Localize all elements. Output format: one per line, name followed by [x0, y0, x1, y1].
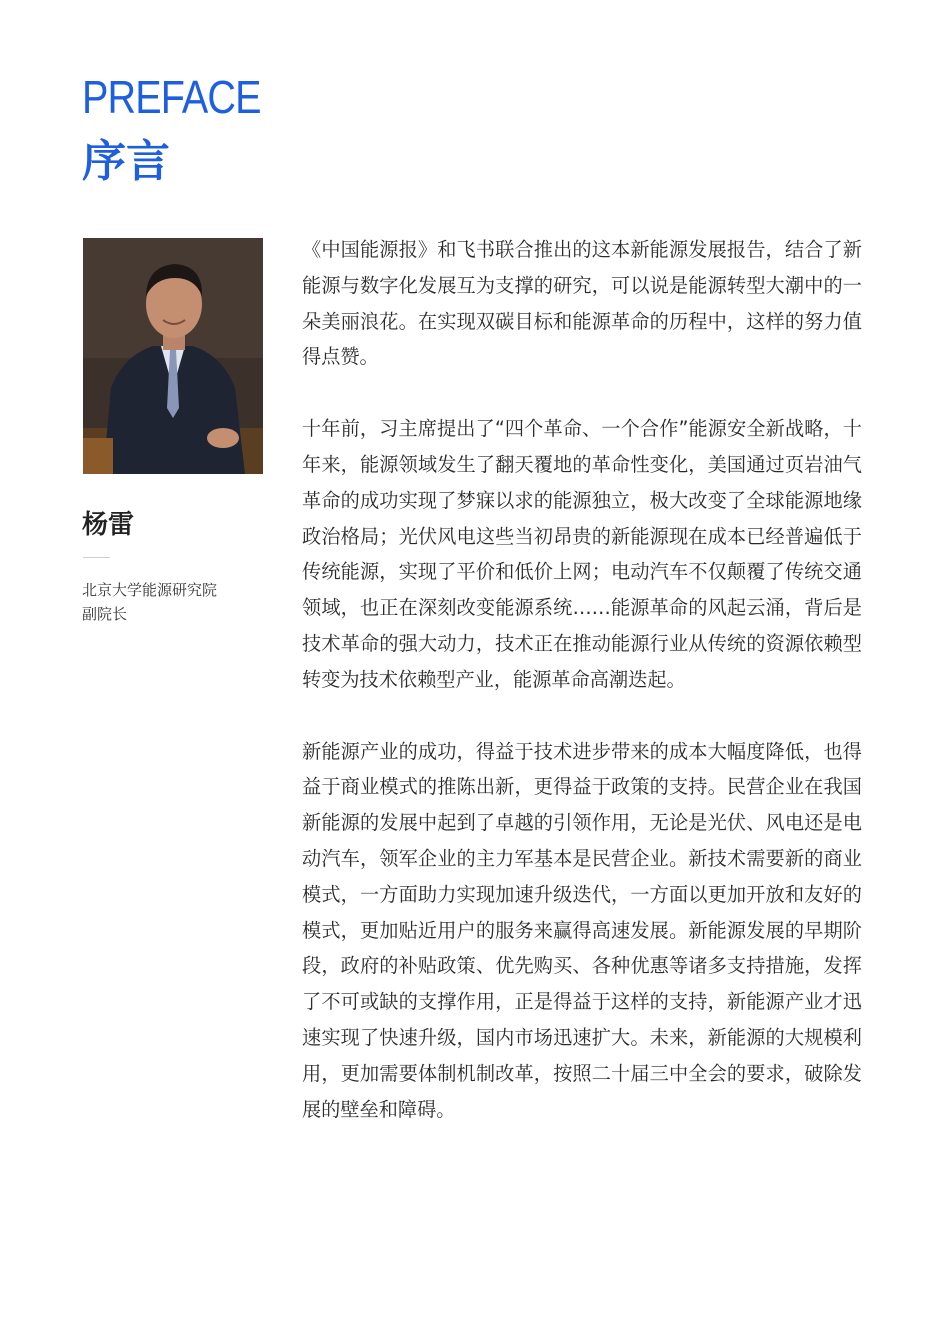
author-portrait: [83, 238, 263, 474]
paragraph: 新能源产业的成功，得益于技术进步带来的成本大幅度降低，也得益于商业模式的推陈出新，更得益于政策的支持。民营企业在我国新能源的发展中起到了卓越的引领作用，无论是光伏、风电还是电动汽车，领军企业的主力军基本是民营企业。新技术需要新的商业模式，一方面助力实现加速升级迭代，一方面以更加开放和友好的模式，更加贴近用户的服务来赢得高速发展。新能源发展的早期阶段，政府的补贴政策、优先购买、各种优惠等诸多支持措施，发挥了不可或缺的支撑作用，正是得益于这样的支持，新能源产业才迅速实现了快速升级，国内市场迅速扩大。未来，新能源的大规模利用，更加需要体制机制改革，按照二十届三中全会的要求，破除发展的壁垒和障碍。: [302, 739, 862, 1121]
divider: [83, 557, 110, 558]
preface-heading-zh: 序言: [82, 136, 170, 187]
author-title: [82, 578, 257, 626]
paragraph: 《中国能源报》和飞书联合推出的这本新能源发展报告，结合了新能源与数字化发展互为支撑的研究，可以说是能源转型大潮中的一朵美丽浪花。在实现双碳目标和能源革命的历程中，这样的努力值得点赞。: [302, 238, 862, 369]
paragraph: 十年前，习主席提出了“四个革命、一个合作”能源安全新战略，十年来，能源领域发生了翻天覆地的革命性变化，美国通过页岩油气革命的成功实现了梦寐以求的能源独立，极大改变了全球能源地缘政治格局；光伏风电这些当初昂贵的新能源现在成本已经普遍低于传统能源，实现了平价和低价上网；电动汽车不仅颠覆了传统交通领域，也正在深刻改变能源系统……能源革命的风起云涌，背后是技术革命的强大动力，技术正在推动能源行业从传统的资源依赖型转变为技术依赖型产业，能源革命高潮迭起。: [302, 417, 862, 691]
author-title-line: 副院长: [82, 605, 128, 623]
author-name: 杨雷: [82, 510, 135, 540]
preface-body: [302, 232, 862, 1163]
author-title-line: 北京大学能源研究院: [82, 581, 218, 599]
preface-heading-en: PREFACE: [82, 71, 261, 123]
